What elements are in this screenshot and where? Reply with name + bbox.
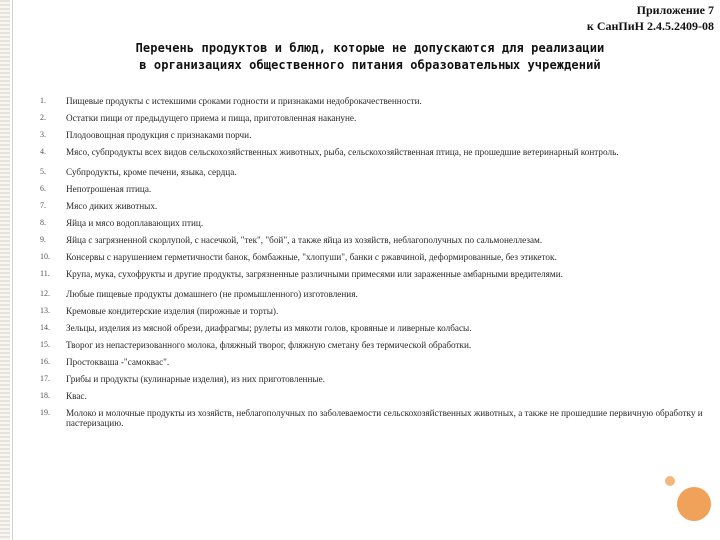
list-item [40, 235, 720, 245]
item-text: Остатки пищи от предыдущего приема и пища, приготовленная накануне. [66, 113, 357, 123]
left-border-line [12, 0, 13, 540]
item-number: 7. [40, 201, 46, 210]
title-line-2: в организациях общественного питания образовательных учреждений [139, 58, 601, 72]
decorative-orange-circle [677, 487, 711, 521]
item-number: 13. [40, 306, 50, 315]
item-text: Кремовые кондитерские изделия (пирожные и торты). [66, 306, 279, 316]
list-item [40, 167, 720, 177]
item-text: Квас. [66, 391, 87, 401]
item-text: Творог из непастеризованного молока, фляжный творог, фляжную сметану без термической обработки. [66, 340, 472, 350]
item-number: 6. [40, 184, 46, 193]
item-text: Любые пищевые продукты домашнего (не промышленного) изготовления. [66, 289, 358, 299]
list-item [40, 130, 720, 140]
item-number: 12. [40, 289, 50, 298]
item-number: 9. [40, 235, 46, 244]
list-item [40, 269, 720, 279]
item-text: Зельцы, изделия из мясной обрези, диафрагмы; рулеты из мякоти голов, кровяные и ливерные колбасы. [66, 323, 472, 333]
left-decorative-border [0, 0, 10, 540]
item-number: 5. [40, 167, 46, 176]
item-text: Молоко и молочные продукты из хозяйств, неблагополучных по заболеваемости сельскохозяйственных животных, а также не прошедшие первичную обработку и пастеризацию. [66, 408, 703, 428]
list-item [40, 323, 720, 333]
list-item [40, 306, 720, 316]
item-text: Крупа, мука, сухофрукты и другие продукты, загрязненные различными примесями или зараженные амбарными вредителями. [66, 269, 563, 279]
item-number: 16. [40, 357, 50, 366]
item-number: 8. [40, 218, 46, 227]
item-number: 15. [40, 340, 50, 349]
list-item [40, 201, 720, 211]
list-item [40, 391, 720, 401]
sanpin-reference: к СанПиН 2.4.5.2409-08 [586, 19, 714, 33]
item-text: Плодоовощная продукция с признаками порчи. [66, 130, 252, 140]
page-title [50, 40, 690, 74]
item-text: Простокваша -"самоквас". [66, 357, 170, 367]
item-number: 3. [40, 130, 46, 139]
item-number: 4. [40, 147, 46, 156]
list-item [40, 113, 720, 123]
item-number: 14. [40, 323, 50, 332]
list-item [40, 96, 720, 106]
item-number: 11. [40, 269, 50, 278]
appendix-reference [587, 2, 714, 34]
item-text: Яйца с загрязненной скорлупой, с насечкой, "тек", "бой", а также яйца из хозяйств, неблагополучных по сальмонеллезам. [66, 235, 543, 245]
list-item [40, 218, 720, 228]
title-line-1: Перечень продуктов и блюд, которые не допускаются для реализации [135, 41, 605, 55]
decorative-small-circle [665, 476, 675, 486]
list-item [40, 147, 720, 157]
list-item [40, 289, 720, 299]
item-text: Мясо, субпродукты всех видов сельскохозяйственных животных, рыба, сельскохозяйственная птица, не прошедшие ветеринарный контроль. [66, 147, 619, 157]
appendix-number: Приложение 7 [636, 3, 714, 17]
item-number: 1. [40, 96, 46, 105]
item-text: Субпродукты, кроме печени, языка, сердца. [66, 167, 237, 177]
item-text: Непотрошеная птица. [66, 184, 152, 194]
item-text: Консервы с нарушением герметичности банок, бомбажные, "хлопуши", банки с ржавчиной, деформированные, без этикеток. [66, 252, 557, 262]
list-item [40, 340, 720, 350]
prohibited-products-list [40, 96, 720, 428]
item-text: Грибы и продукты (кулинарные изделия), из них приготовленные. [66, 374, 325, 384]
item-number: 18. [40, 391, 50, 400]
item-text: Пищевые продукты с истекшими сроками годности и признаками недоброкачественности. [66, 96, 422, 106]
item-text: Яйца и мясо водоплавающих птиц. [66, 218, 204, 228]
item-number: 19. [40, 408, 50, 417]
list-item [40, 252, 720, 262]
list-item [40, 374, 720, 384]
item-number: 17. [40, 374, 50, 383]
item-text: Мясо диких животных. [66, 201, 158, 211]
item-number: 2. [40, 113, 46, 122]
list-item [40, 408, 720, 428]
list-item [40, 184, 720, 194]
list-item [40, 357, 720, 367]
item-number: 10. [40, 252, 50, 261]
